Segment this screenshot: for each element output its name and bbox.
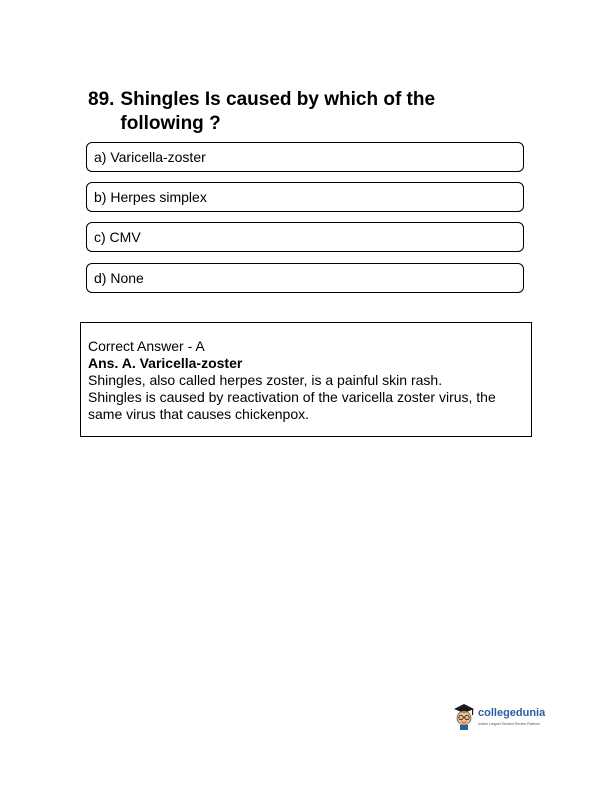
answer-explanation-2: Shingles is caused by reactivation of the varicella zoster virus, the same virus that causes chickenpox. [88,389,496,422]
answer-heading: Ans. A. Varicella-zoster [88,355,243,371]
answer-explanation-1: Shingles, also called herpes zoster, is a painful skin rash. [88,372,443,388]
logo-name: collegedunia [478,707,546,719]
option-a[interactable]: a) Varicella-zoster [86,142,524,172]
answer-box [80,322,532,437]
collegedunia-logo [452,702,548,734]
option-d[interactable]: d) None [86,263,524,293]
option-c[interactable]: c) CMV [86,222,524,252]
mascot-icon [452,702,476,730]
correct-answer-line: Correct Answer - A [88,338,205,354]
question-number: 89. [88,89,115,110]
option-b[interactable]: b) Herpes simplex [86,182,524,212]
question-text: Shingles Is caused by which of the following ? [120,89,436,134]
question-title [88,88,518,136]
logo-tagline: India's Largest Student Review Platform [478,722,541,726]
